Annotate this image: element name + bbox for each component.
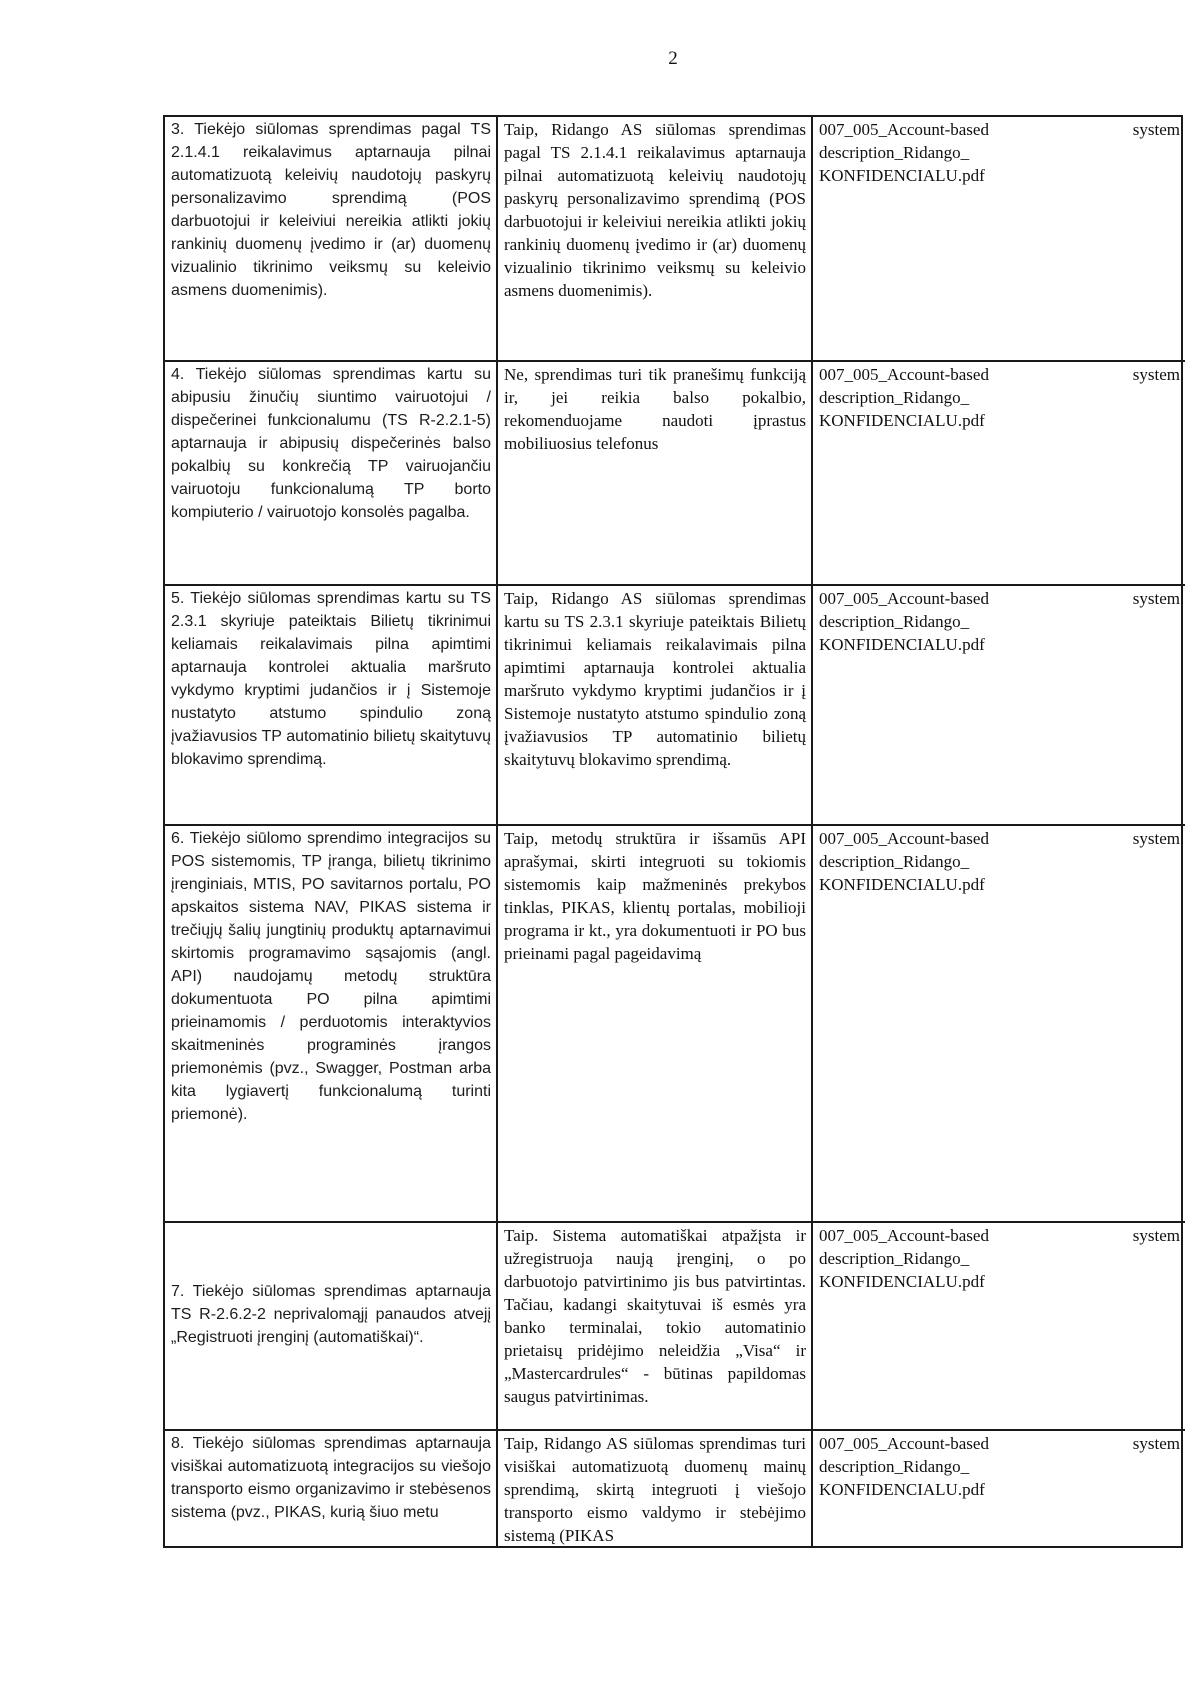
document-filename-line: description_Ridango_	[819, 852, 970, 871]
document-filename-line: KONFIDENCIALU.pdf	[819, 166, 985, 185]
document-filename-line: 007_005_Account-based	[819, 1226, 989, 1245]
document-cell	[811, 584, 1185, 824]
answer-cell: Taip, Ridango AS siūlomas sprendimas kartu su TS 2.3.1 skyriuje pateiktais Bilietų tikrinimui keliamais reikalavimais pilna apimtimi aptarnauja kontrolei aktualia maršruto vykdymo kryptimi judančios ir į Sistemoje nustatyto atstumo spindulio zoną įvažiavusios TP automatinio bilietų skaitytuvų blokavimo sprendimą.	[496, 584, 811, 824]
document-line	[819, 827, 1180, 850]
source-label: system	[1132, 1226, 1180, 1245]
qa-table	[163, 115, 1183, 1548]
page-number: 2	[668, 48, 678, 69]
question-cell: 8. Tiekėjo siūlomas sprendimas aptarnauja visiškai automatizuotą integracijos su viešojo transporto eismo organizavimo ir stebėsenos sistema (pvz., PIKAS, kurią šiuo metu	[165, 1429, 496, 1546]
source-label: system	[1132, 1434, 1180, 1453]
document-line	[819, 1432, 1180, 1455]
question-cell: 5. Tiekėjo siūlomas sprendimas kartu su TS 2.3.1 skyriuje pateiktais Bilietų tikrinimui keliamais reikalavimais pilna apimtimi aptarnauja kontrolei aktualia maršruto vykdymo kryptimi judančios ir į Sistemoje nustatyto atstumo spindulio zoną įvažiavusios TP automatinio bilietų skaitytuvų blokavimo sprendimą.	[165, 584, 496, 824]
document-filename-line: KONFIDENCIALU.pdf	[819, 1480, 985, 1499]
answer-cell: Ne, sprendimas turi tik pranešimų funkciją ir, jei reikia balso pokalbio, rekomenduojame naudoti įprastus mobiliuosius telefonus	[496, 360, 811, 584]
document-cell	[811, 360, 1185, 584]
document-filename-line: 007_005_Account-based	[819, 1434, 989, 1453]
document-cell	[811, 117, 1185, 360]
document-line	[819, 1224, 1180, 1247]
document-filename-line: KONFIDENCIALU.pdf	[819, 635, 985, 654]
document-filename-line: KONFIDENCIALU.pdf	[819, 411, 985, 430]
answer-cell: Taip, Ridango AS siūlomas sprendimas pagal TS 2.1.4.1 reikalavimus aptarnauja pilnai automatizuotą keleivių naudotojų paskyrų personalizavimo sprendimą (POS darbuotojui ir keleiviui nereikia atlikti jokių rankinių duomenų įvedimo ir (ar) duomenų vizualinio tikrinimo veiksmų su keleivio asmens duomenimis).	[496, 117, 811, 360]
document-cell	[811, 1221, 1185, 1429]
document-filename-line: description_Ridango_	[819, 388, 970, 407]
document-filename-line: description_Ridango_	[819, 143, 970, 162]
document-filename-line: description_Ridango_	[819, 1457, 970, 1476]
question-cell: 4. Tiekėjo siūlomas sprendimas kartu su abipusiu žinučių siuntimo vairuotojui / dispečerinei funkcionalumu (TS R-2.2.1-5) aptarnauja ir abipusių dispečerinės balso pokalbių su konkrečią TP vairuojančiu vairuotoju funkcionalumą TP borto kompiuterio / vairuotojo konsolės pagalba.	[165, 360, 496, 584]
document-cell	[811, 1429, 1185, 1546]
document-filename-line: description_Ridango_	[819, 612, 970, 631]
document-line	[819, 363, 1180, 386]
source-label: system	[1132, 829, 1180, 848]
question-cell: 7. Tiekėjo siūlomas sprendimas aptarnauja TS R-2.6.2-2 neprivalomąjį panaudos atvejį „Registruoti įrenginį (automatiškai)“.	[165, 1221, 496, 1429]
source-label: system	[1132, 365, 1180, 384]
question-cell: 6. Tiekėjo siūlomo sprendimo integracijos su POS sistemomis, TP įranga, bilietų tikrinimo įrenginiais, MTIS, PO savitarnos portalu, PO apskaitos sistema NAV, PIKAS sistema ir trečiųjų šalių jungtinių produktų aptarnavimui skirtomis programavimo sąsajomis (angl. API) naudojamų metodų struktūra dokumentuota PO pilna apimtimi prieinamomis / perduotomis interaktyvios skaitmeninės programinės įrangos priemonėmis (pvz., Swagger, Postman arba kita lygiavertį funkcionalumą turinti priemonė).	[165, 824, 496, 1221]
document-line	[819, 587, 1180, 610]
document-cell	[811, 824, 1185, 1221]
document-filename-line: 007_005_Account-based	[819, 120, 989, 139]
source-label: system	[1132, 120, 1180, 139]
document-filename-line: KONFIDENCIALU.pdf	[819, 875, 985, 894]
document-filename-line: 007_005_Account-based	[819, 829, 989, 848]
document-line	[819, 118, 1180, 141]
answer-cell: Taip. Sistema automatiškai atpažįsta ir užregistruoja naują įrenginį, o po darbuotojo patvirtinimo jis bus patvirtintas. Tačiau, kadangi skaitytuvai iš esmės yra banko terminalai, tokio automatinio prietaisų pridėjimo neleidžia „Visa“ ir „Mastercardrules“ - būtinas papildomas saugus patvirtinimas.	[496, 1221, 811, 1429]
document-filename-line: description_Ridango_	[819, 1249, 970, 1268]
document-filename-line: 007_005_Account-based	[819, 589, 989, 608]
source-label: system	[1132, 589, 1180, 608]
answer-cell: Taip, metodų struktūra ir išsamūs API aprašymai, skirti integruoti su tokiomis sistemomis kaip mažmeninės prekybos tinklas, PIKAS, klientų portalas, mobilioji programa ir kt., yra dokumentuoti ir PO bus prieinami pagal pageidavimą	[496, 824, 811, 1221]
answer-cell: Taip, Ridango AS siūlomas sprendimas turi visiškai automatizuotą duomenų mainų sprendimą, skirtą integruoti į viešojo transporto eismo valdymo ir stebėjimo sistemą (PIKAS	[496, 1429, 811, 1546]
document-filename-line: 007_005_Account-based	[819, 365, 989, 384]
document-filename-line: KONFIDENCIALU.pdf	[819, 1272, 985, 1291]
question-cell: 3. Tiekėjo siūlomas sprendimas pagal TS 2.1.4.1 reikalavimus aptarnauja pilnai automatizuotą keleivių naudotojų paskyrų personalizavimo sprendimą (POS darbuotojui ir keleiviui nereikia atlikti jokių rankinių duomenų įvedimo ir (ar) duomenų vizualinio tikrinimo veiksmų su keleivio asmens duomenimis).	[171, 121, 491, 299]
